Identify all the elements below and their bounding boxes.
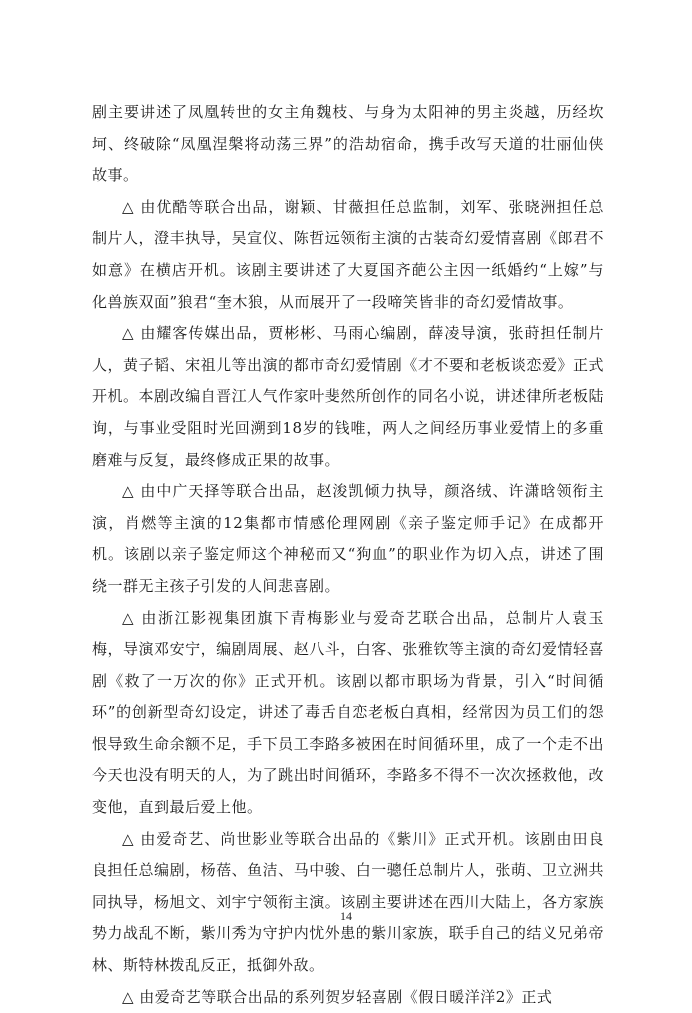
paragraph-zichuan: △ 由爱奇艺、尚世影业等联合出品的《紫川》正式开机。该剧由田良良担任总编剧，杨蓓、鱼洁、马中骏、白一骢任总制片人，张萌、卫立洲共同执导，杨旭文、刘宇宁领衔主演。该剧主要讲述在西川大陆上，各方家族势力战乱不断，紫川秀为守护内忧外患的紫川家族，联手自己的结义兄弟帝林、斯特林拨乱反正，抵御外敌。 bbox=[92, 829, 604, 975]
page-number: 14 bbox=[340, 909, 352, 923]
document-body bbox=[92, 97, 604, 1013]
paragraph-jiari-nuanyangyang: △ 由爱奇艺等联合出品的系列贺岁轻喜剧《假日暖洋洋2》正式 bbox=[122, 987, 553, 1006]
paragraph-bu-yao-he-laoban: △ 由耀客传媒出品，贾彬彬、马雨心编剧，薛凌导演，张莳担任制片人，黄子韬、宋祖儿等出演的都市奇幻爱情剧《才不要和老板谈恋爱》正式开机。本剧改编自晋江人气作家叶斐然所创作的同名小说，讲述律所老板陆询，与事业受阻时光回溯到18岁的钱唯，两人之间经历事业爱情上的多重磨难与反复，最终修成正果的故事。 bbox=[92, 324, 604, 469]
paragraph-qinzi-jiandingshi: △ 由中广天择等联合出品，赵浚凯倾力执导，颜洛绒、许潇晗领衔主演，肖燃等主演的12集都市情感伦理网剧《亲子鉴定师手记》在成都开机。该剧以亲子鉴定师这个神秘而又“狗血”的职业作为切入点，讲述了围绕一群无主孩子引发的人间悲喜剧。 bbox=[92, 482, 604, 595]
paragraph-continued: 剧主要讲述了凤凰转世的女主角魏枝、与身为太阳神的男主炎越，历经坎坷、终破除“凤凰涅槃将动荡三界”的浩劫宿命，携手改写天道的壮丽仙侠故事。 bbox=[92, 103, 604, 185]
paragraph-jiu-le-yiwan-ci: △ 由浙江影视集团旗下青梅影业与爱奇艺联合出品，总制片人袁玉梅，导演邓安宁，编剧周展、赵八斗，白客、张雅钦等主演的奇幻爱情轻喜剧《救了一万次的你》正式开机。该剧以都市职场为背景，引入“时间循环”的创新型奇幻设定，讲述了毒舌自恋老板白真相，经常因为员工们的怨恨导致生命余额不足，手下员工李路多被困在时间循环里，成了一个走不出今天也没有明天的人，为了跳出时间循环，李路多不得不一次次拯救他，改变他，直到最后爱上他。 bbox=[92, 608, 604, 817]
paragraph-langjun-buruyi: △ 由优酷等联合出品，谢颖、甘薇担任总监制，刘军、张晓洲担任总制片人，澄丰执导，吴宣仪、陈哲远领衔主演的古装奇幻爱情喜剧《郎君不如意》在横店开机。该剧主要讲述了大夏国齐葩公主因一纸婚约“上嫁”与化兽族双面”狼君“奎木狼，从而展开了一段啼笑皆非的奇幻爱情故事。 bbox=[92, 197, 604, 311]
